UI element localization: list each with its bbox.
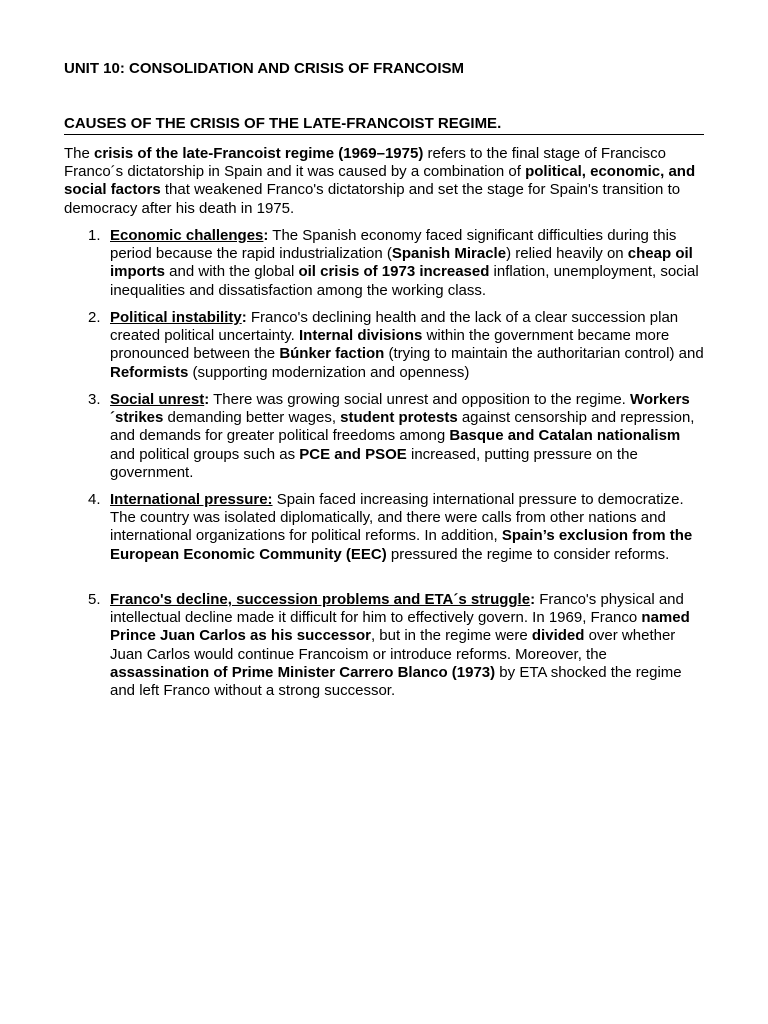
cause-item xyxy=(64,491,704,564)
cause-title-colon: : xyxy=(530,591,536,608)
cause-title-colon: : xyxy=(204,391,210,408)
cause-text: Franco's physical and intellectual decline made it difficult for him to effectively govern. In 1969, Franco xyxy=(110,591,684,627)
cause-bold-text: oil crisis of 1973 increased xyxy=(298,263,490,281)
cause-bold-text: Workers´strikes xyxy=(110,391,690,427)
intro-bold-text: crisis of the late-Francoist regime (1969–1975) xyxy=(94,145,424,162)
cause-text: inflation, unemployment, social inequalities and dissatisfaction among the working class. xyxy=(110,263,699,299)
cause-text: over whether Juan Carlos would continue Francoism or introduce reforms. Moreover, the xyxy=(110,627,676,663)
cause-text: within the government became more pronounced between the xyxy=(110,327,670,363)
cause-text: , but in the regime were xyxy=(370,627,532,645)
cause-text: ) relied heavily on xyxy=(506,245,628,263)
cause-text: The Spanish economy faced significant difficulties during this period because the rapid industrialization ( xyxy=(110,227,677,263)
cause-text: Spain faced increasing international pressure to democratize. The country was isolated diplomatically, and there were calls from other nations and international organizations for political reforms. In addition, xyxy=(110,491,684,545)
cause-bold-text: Basque and Catalan nationalism xyxy=(449,427,681,445)
cause-bold-text: Internal divisions xyxy=(299,327,423,345)
cause-text: against censorship and repression, and demands for greater political freedoms among xyxy=(110,409,695,445)
cause-text: demanding better wages, xyxy=(163,409,341,427)
intro-paragraph xyxy=(64,145,704,218)
cause-text: There was growing social unrest and opposition to the regime. xyxy=(209,391,630,408)
intro-text: that weakened Franco's dictatorship and set the stage for Spain's transition to democracy after his death in 1975. xyxy=(64,181,681,217)
cause-bold-text: student protests xyxy=(340,409,458,427)
cause-title-colon: : xyxy=(263,227,269,244)
cause-bold-text: assassination of Prime Minister Carrero Blanco (1973) xyxy=(110,663,496,681)
intro-text: The xyxy=(64,145,95,162)
cause-item xyxy=(64,227,704,300)
cause-title: Political instability xyxy=(110,309,242,326)
cause-text: and political groups such as xyxy=(110,445,300,463)
cause-text: by ETA shocked the regime and left Franco without a strong successor. xyxy=(110,663,682,700)
cause-bold-text: PCE and PSOE xyxy=(299,445,407,463)
intro-bold-text: political, economic, and social factors xyxy=(64,163,696,199)
cause-item xyxy=(64,591,704,700)
cause-text: pressured the regime to consider reforms. xyxy=(386,545,670,563)
unit-title: UNIT 10: CONSOLIDATION AND CRISIS OF FRANCOISM xyxy=(64,60,465,77)
cause-text: (supporting modernization and openness) xyxy=(188,363,470,381)
cause-number: 1. xyxy=(88,227,101,244)
cause-number: 5. xyxy=(88,591,101,608)
cause-item xyxy=(64,309,704,382)
cause-text: (trying to maintain the authoritarian control) and xyxy=(384,345,704,363)
cause-bold-text: Reformists xyxy=(110,363,189,381)
cause-bold-text: Búnker faction xyxy=(279,345,385,363)
cause-bold-text: cheap oil imports xyxy=(110,245,693,281)
cause-title-colon: : xyxy=(241,309,247,326)
cause-number: 4. xyxy=(88,491,101,508)
cause-text: Franco's declining health and the lack of a clear succession plan created political uncertainty. xyxy=(110,309,679,345)
cause-bold-text: divided xyxy=(531,627,585,645)
intro-text: refers to the final stage of Francisco Franco´s dictatorship in Spain and it was caused by a combination of xyxy=(64,145,666,181)
cause-bold-text: Spanish Miracle xyxy=(391,245,507,263)
cause-item xyxy=(64,391,704,482)
cause-text: and with the global xyxy=(165,263,299,281)
cause-title: Social unrest xyxy=(110,391,205,408)
cause-number: 3. xyxy=(88,391,101,408)
cause-number: 2. xyxy=(88,309,101,326)
cause-bold-text: named Prince Juan Carlos as his successor xyxy=(110,609,690,645)
cause-title: International pressure: xyxy=(110,491,273,508)
section-heading: CAUSES OF THE CRISIS OF THE LATE-FRANCOIST REGIME. xyxy=(64,115,704,135)
cause-text: increased, putting pressure on the government. xyxy=(110,445,638,481)
cause-title: Franco's decline, succession problems and ETA´s struggle xyxy=(110,591,531,608)
cause-bold-text: Spain’s exclusion from the European Economic Community (EEC) xyxy=(110,527,693,563)
cause-title: Economic challenges xyxy=(110,227,264,244)
